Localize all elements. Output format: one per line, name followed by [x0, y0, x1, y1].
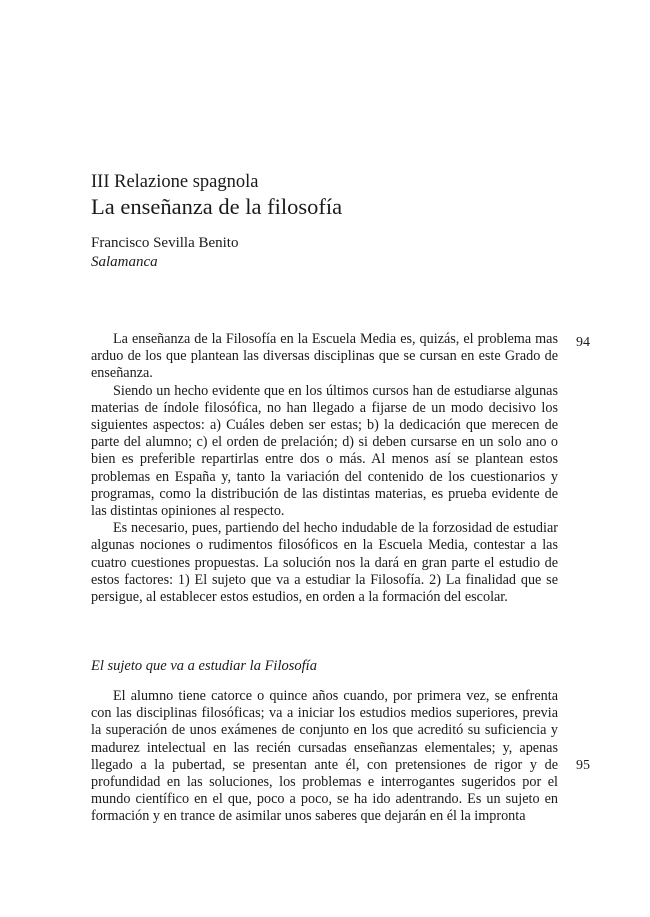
author-name: Francisco Sevilla Benito — [91, 235, 239, 251]
section-subheading: El sujeto que va a estudiar la Filosofía — [91, 658, 317, 674]
chapter-heading — [91, 171, 342, 220]
paragraph: Siendo un hecho evidente que en los últimos cursos han de estudiarse algunas materias de índole filosófica, no han llegado a fijarse de un modo decisivo los siguientes aspectos: a) Cuáles deben ser estas; b) la dedicación que merecen de parte del alumno; c) el orden de prelación; d) si deben cursarse en un solo ano o bien es preferible repartirlas entre dos o más. Al menos así se plantean estos problemas en España y, tanto la variación del contenido de los cuestionarios y programas, como la distribución de las distintas materias, es prueba evidente de las distintas opiniones al respecto. — [91, 382, 558, 520]
margin-number: 95 — [576, 758, 590, 773]
section-label: III Relazione spagnola — [91, 172, 259, 192]
paragraph: Es necesario, pues, partiendo del hecho indudable de la forzosidad de estudiar algunas nociones o rudimentos filosóficos en la Escuela Media, contestar a las cuatro cuestiones propuestas. La solución nos la dará en gran parte el estudio de estos factores: 1) El sujeto que va a estudiar la Filosofía. 2) La finalidad que se persigue, al establecer estos estudios, en orden a la formación del escolar. — [91, 520, 558, 606]
author-block — [91, 234, 238, 272]
margin-number: 94 — [576, 335, 590, 350]
intro-text — [91, 331, 558, 606]
chapter-title: La enseñanza de la filosofía — [91, 194, 343, 219]
paragraph: El alumno tiene catorce o quince años cuando, por primera vez, se enfrenta con las disciplinas filosóficas; va a iniciar los estudios medios superiores, previa la superación de unos exámenes de conjunto en los que acreditó su suficiencia y madurez intelectual en las recién cursadas enseñanzas elementales; y, apenas llegado a la pubertad, se presentan ante él, con pretensiones de rigor y de profundidad en las soluciones, los problemas e interrogantes sugeridos por el mundo científico en el que, poco a poco, se ha ido adentrando. Es un sujeto en formación y en trance de asimilar unos saberes que dejarán en él la impronta — [91, 688, 558, 825]
paragraph: La enseñanza de la Filosofía en la Escuela Media es, quizás, el problema mas arduo de los que plantean las diversas disciplinas que se cursan en este Grado de enseñanza. — [91, 331, 558, 382]
section-text — [91, 688, 558, 826]
author-affiliation: Salamanca — [91, 254, 158, 270]
